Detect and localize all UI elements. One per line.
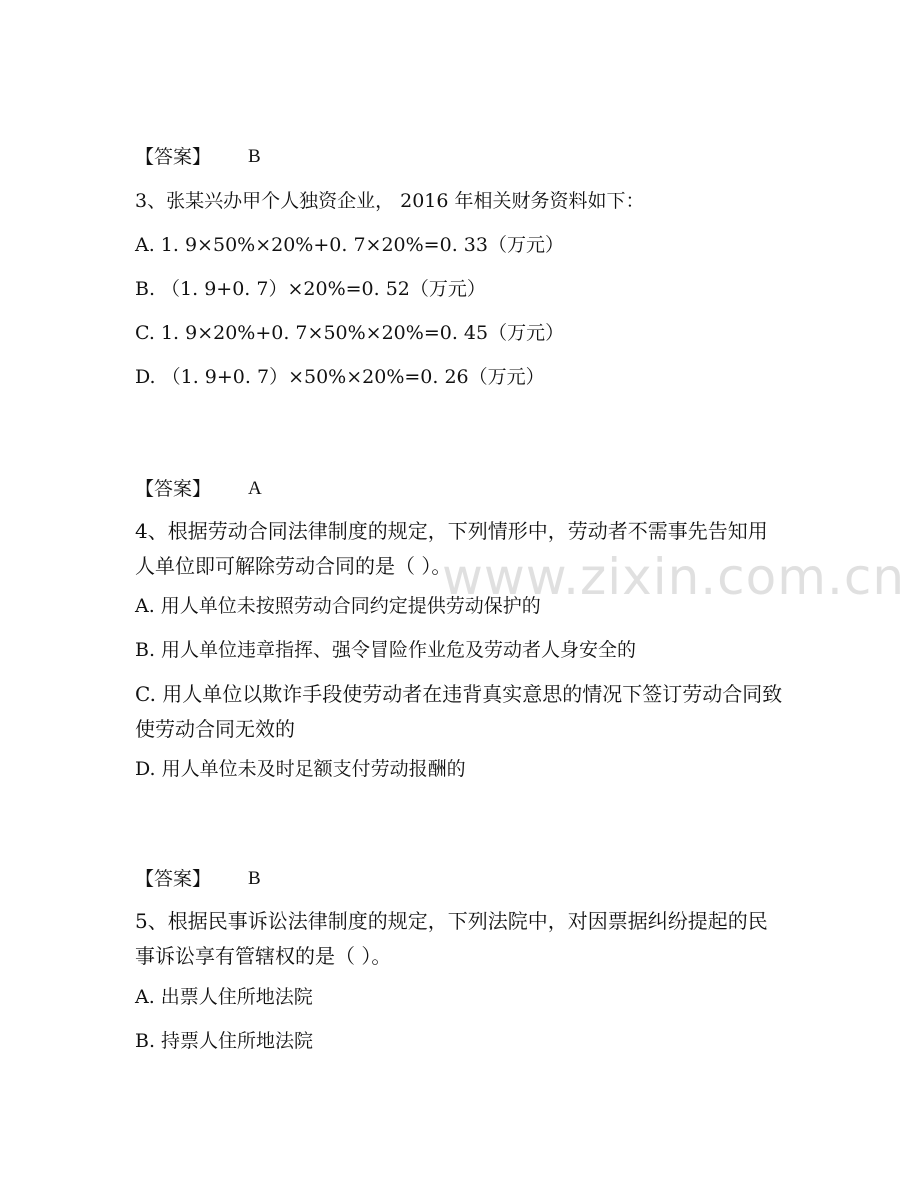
answer-label: 【答案】 <box>135 478 212 500</box>
question-3-option-a: A. 1. 9×50%×20%+0. 7×20%=0. 33（万元） <box>135 234 564 256</box>
question-3-option-b: B. （1. 9+0. 7）×20%=0. 52（万元） <box>135 278 486 300</box>
question-4-option-a: A. 用人单位未按照劳动合同约定提供劳动保护的 <box>135 595 541 617</box>
answer-value: B <box>248 868 261 889</box>
answer-label: 【答案】 <box>135 868 212 890</box>
question-5-option-a: A. 出票人住所地法院 <box>135 986 313 1008</box>
question-4-option-b: B. 用人单位违章指挥、强令冒险作业危及劳动者人身安全的 <box>135 639 637 661</box>
question-4-option-c: C. 用人单位以欺诈手段使劳动者在违背真实意思的情况下签订劳动合同致使劳动合同无效的 <box>135 682 783 741</box>
answer-value: A <box>248 478 262 499</box>
question-3-text: 3、张某兴办甲个人独资企业， 2016 年相关财务资料如下： <box>135 190 645 212</box>
question-3-option-d: D. （1. 9+0. 7）×50%×20%=0. 26（万元） <box>135 366 545 388</box>
question-4-option-d: D. 用人单位未及时足额支付劳动报酬的 <box>135 758 466 780</box>
question-4-text: 4、根据劳动合同法律制度的规定，下列情形中，劳动者不需事先告知用人单位即可解除劳动合同的是（ ）。 <box>135 519 768 578</box>
watermark-text: www.zixin.com.cn <box>442 548 906 606</box>
answer-value: B <box>248 146 261 167</box>
question-3-option-c: C. 1. 9×20%+0. 7×50%×20%=0. 45（万元） <box>135 322 565 344</box>
question-5-text: 5、根据民事诉讼法律制度的规定，下列法院中，对因票据纠纷提起的民事诉讼享有管辖权的是（ ）。 <box>135 909 768 968</box>
question-5-option-b: B. 持票人住所地法院 <box>135 1030 314 1052</box>
answer-label: 【答案】 <box>135 146 212 168</box>
